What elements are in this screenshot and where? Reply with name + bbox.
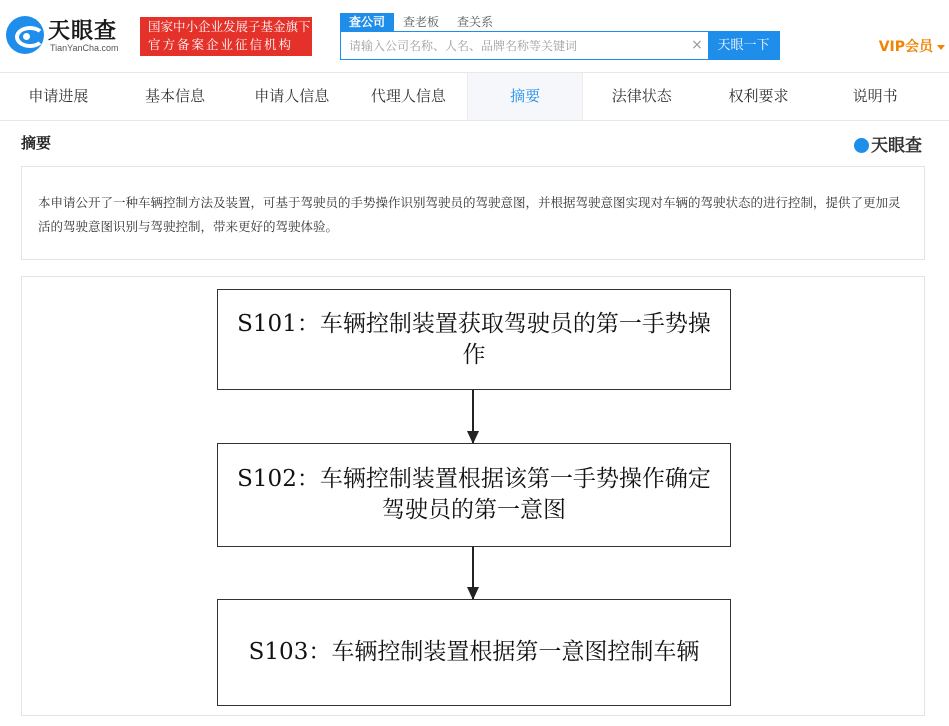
tab-applicant-info[interactable]: 申请人信息 xyxy=(254,87,330,105)
watermark-logo xyxy=(854,131,922,156)
search-tabs xyxy=(340,13,502,31)
flow-step-s102: S102：车辆控制装置根据该第一手势操作确定驾驶员的第一意图 xyxy=(217,443,731,547)
search-tab-boss[interactable]: 查老板 xyxy=(403,15,440,29)
search-tab-relation[interactable]: 查关系 xyxy=(457,15,494,29)
badge-line-1: 国家中小企业发展子基金旗下 xyxy=(148,19,311,34)
flow-step-s101: S101：车辆控制装置获取驾驶员的第一手势操作 xyxy=(217,289,731,390)
tab-legal-status[interactable]: 法律状态 xyxy=(611,87,672,105)
arrow-down-icon xyxy=(472,390,474,443)
watermark-text: 天眼查 xyxy=(871,136,922,156)
flow-step-s103: S103：车辆控制装置根据第一意图控制车辆 xyxy=(217,599,731,706)
logo-subtext: TianYanCha.com xyxy=(50,43,119,53)
tab-agent-info[interactable]: 代理人信息 xyxy=(370,87,446,105)
official-badge xyxy=(140,17,312,56)
tab-claims[interactable]: 权利要求 xyxy=(728,87,789,105)
logo-text: 天眼查 xyxy=(48,19,118,44)
tab-basic-info[interactable]: 基本信息 xyxy=(145,87,206,105)
header xyxy=(0,0,949,72)
section-title: 摘要 xyxy=(21,134,52,152)
badge-line-2: 官方备案企业征信机构 xyxy=(148,37,294,52)
tianyancha-logo-icon xyxy=(6,16,44,54)
tianyancha-watermark-icon xyxy=(854,138,869,153)
abstract-text: 本申请公开了一种车辆控制方法及装置，可基于驾驶员的手势操作识别驾驶员的驾驶意图，并根据驾驶意图实现对车辆的驾驶状态的进行控制，提供了更加灵活的驾驶意图识别与驾驶控制，带来更好的驾驶体验。 xyxy=(38,195,901,234)
caret-down-icon xyxy=(937,45,945,50)
vip-menu[interactable] xyxy=(879,36,945,56)
search-input[interactable] xyxy=(341,32,686,59)
tab-description[interactable]: 说明书 xyxy=(852,87,898,105)
vip-label: VIP会员 xyxy=(878,39,933,55)
abstract-box xyxy=(21,166,925,260)
arrow-down-icon xyxy=(472,547,474,599)
detail-nav xyxy=(0,72,949,121)
tab-abstract[interactable]: 摘要 xyxy=(467,73,584,120)
tab-application-progress[interactable]: 申请进展 xyxy=(28,87,89,105)
abstract-figure xyxy=(21,276,925,716)
search-button[interactable]: 天眼一下 xyxy=(708,32,779,59)
search-box xyxy=(340,31,780,60)
clear-icon[interactable]: × xyxy=(691,37,703,53)
logo[interactable] xyxy=(6,14,134,58)
search-tab-company[interactable]: 查公司 xyxy=(340,13,394,31)
